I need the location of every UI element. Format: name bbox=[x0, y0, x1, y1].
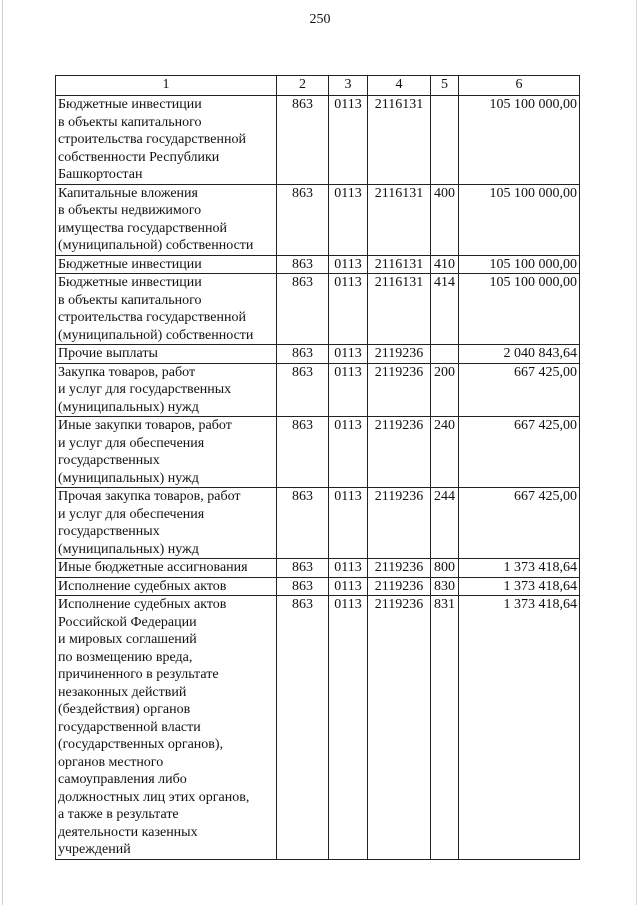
row-col-5: 830 bbox=[431, 577, 459, 596]
row-col-3: 0113 bbox=[329, 255, 368, 274]
row-col-4: 2119236 bbox=[368, 559, 431, 578]
table-row bbox=[56, 559, 580, 578]
row-amount: 105 100 000,00 bbox=[459, 184, 580, 255]
scan-edge-right bbox=[636, 0, 637, 905]
row-col-2: 863 bbox=[277, 345, 329, 364]
row-col-5: 200 bbox=[431, 363, 459, 417]
row-name: Прочая закупка товаров, работ и услуг для обеспечения государственных (муниципальных) нужд bbox=[56, 488, 277, 559]
row-name: Иные закупки товаров, работ и услуг для обеспечения государственных (муниципальных) нужд bbox=[56, 417, 277, 488]
header-col-4: 4 bbox=[368, 76, 431, 96]
row-col-2: 863 bbox=[277, 417, 329, 488]
row-col-4: 2116131 bbox=[368, 184, 431, 255]
row-col-5: 414 bbox=[431, 274, 459, 345]
row-name: Иные бюджетные ассигнования bbox=[56, 559, 277, 578]
row-col-5: 244 bbox=[431, 488, 459, 559]
row-col-4: 2116131 bbox=[368, 274, 431, 345]
row-col-4: 2116131 bbox=[368, 255, 431, 274]
row-col-5: 831 bbox=[431, 596, 459, 860]
header-col-6: 6 bbox=[459, 76, 580, 96]
row-col-2: 863 bbox=[277, 363, 329, 417]
table-row bbox=[56, 488, 580, 559]
row-col-3: 0113 bbox=[329, 363, 368, 417]
table-body bbox=[56, 96, 580, 860]
row-col-4: 2119236 bbox=[368, 345, 431, 364]
row-col-4: 2119236 bbox=[368, 417, 431, 488]
row-col-3: 0113 bbox=[329, 345, 368, 364]
row-col-5: 410 bbox=[431, 255, 459, 274]
row-name: Исполнение судебных актов bbox=[56, 577, 277, 596]
row-col-4: 2116131 bbox=[368, 96, 431, 185]
row-col-3: 0113 bbox=[329, 596, 368, 860]
row-col-2: 863 bbox=[277, 488, 329, 559]
page-number: 250 bbox=[309, 12, 331, 27]
table-row bbox=[56, 363, 580, 417]
row-name: Бюджетные инвестиции в объекты капитального строительства государственной собственности Республики Башкортостан bbox=[56, 96, 277, 185]
row-col-5: 240 bbox=[431, 417, 459, 488]
row-col-2: 863 bbox=[277, 274, 329, 345]
row-amount: 667 425,00 bbox=[459, 488, 580, 559]
row-col-3: 0113 bbox=[329, 184, 368, 255]
table-row bbox=[56, 596, 580, 860]
row-col-3: 0113 bbox=[329, 577, 368, 596]
table-row bbox=[56, 255, 580, 274]
budget-table bbox=[55, 75, 580, 860]
row-name: Исполнение судебных актов Российской Федерации и мировых соглашений по возмещению вреда, причиненного в результате незаконных действий (бездействия) органов государственной власти (государственных органов), органов местного самоуправления либо должностных лиц этих органов, а также в результате деятельности казенных учреждений bbox=[56, 596, 277, 860]
row-col-5 bbox=[431, 345, 459, 364]
row-amount: 1 373 418,64 bbox=[459, 577, 580, 596]
row-col-4: 2119236 bbox=[368, 363, 431, 417]
row-name: Бюджетные инвестиции в объекты капитального строительства государственной (муниципальной) собственности bbox=[56, 274, 277, 345]
row-col-2: 863 bbox=[277, 255, 329, 274]
row-amount: 105 100 000,00 bbox=[459, 96, 580, 185]
row-col-5 bbox=[431, 96, 459, 185]
header-col-5: 5 bbox=[431, 76, 459, 96]
header-col-1: 1 bbox=[56, 76, 277, 96]
row-name: Капитальные вложения в объекты недвижимого имущества государственной (муниципальной) собственности bbox=[56, 184, 277, 255]
row-col-2: 863 bbox=[277, 96, 329, 185]
row-amount: 667 425,00 bbox=[459, 417, 580, 488]
row-amount: 105 100 000,00 bbox=[459, 255, 580, 274]
row-amount: 2 040 843,64 bbox=[459, 345, 580, 364]
row-amount: 667 425,00 bbox=[459, 363, 580, 417]
row-col-2: 863 bbox=[277, 184, 329, 255]
header-col-3: 3 bbox=[329, 76, 368, 96]
row-amount: 105 100 000,00 bbox=[459, 274, 580, 345]
scan-edge-left bbox=[2, 0, 3, 905]
table-row bbox=[56, 417, 580, 488]
row-col-4: 2119236 bbox=[368, 488, 431, 559]
row-name: Закупка товаров, работ и услуг для государственных (муниципальных) нужд bbox=[56, 363, 277, 417]
row-col-3: 0113 bbox=[329, 559, 368, 578]
row-col-4: 2119236 bbox=[368, 596, 431, 860]
row-col-3: 0113 bbox=[329, 274, 368, 345]
table-row bbox=[56, 96, 580, 185]
row-col-2: 863 bbox=[277, 577, 329, 596]
row-amount: 1 373 418,64 bbox=[459, 596, 580, 860]
row-col-5: 800 bbox=[431, 559, 459, 578]
row-name: Прочие выплаты bbox=[56, 345, 277, 364]
row-col-3: 0113 bbox=[329, 417, 368, 488]
row-col-2: 863 bbox=[277, 559, 329, 578]
header-col-2: 2 bbox=[277, 76, 329, 96]
row-amount: 1 373 418,64 bbox=[459, 559, 580, 578]
row-name: Бюджетные инвестиции bbox=[56, 255, 277, 274]
row-col-3: 0113 bbox=[329, 488, 368, 559]
header-row bbox=[56, 76, 580, 96]
row-col-3: 0113 bbox=[329, 96, 368, 185]
table-row bbox=[56, 274, 580, 345]
table-row bbox=[56, 577, 580, 596]
row-col-5: 400 bbox=[431, 184, 459, 255]
row-col-4: 2119236 bbox=[368, 577, 431, 596]
table-row bbox=[56, 345, 580, 364]
row-col-2: 863 bbox=[277, 596, 329, 860]
table-row bbox=[56, 184, 580, 255]
